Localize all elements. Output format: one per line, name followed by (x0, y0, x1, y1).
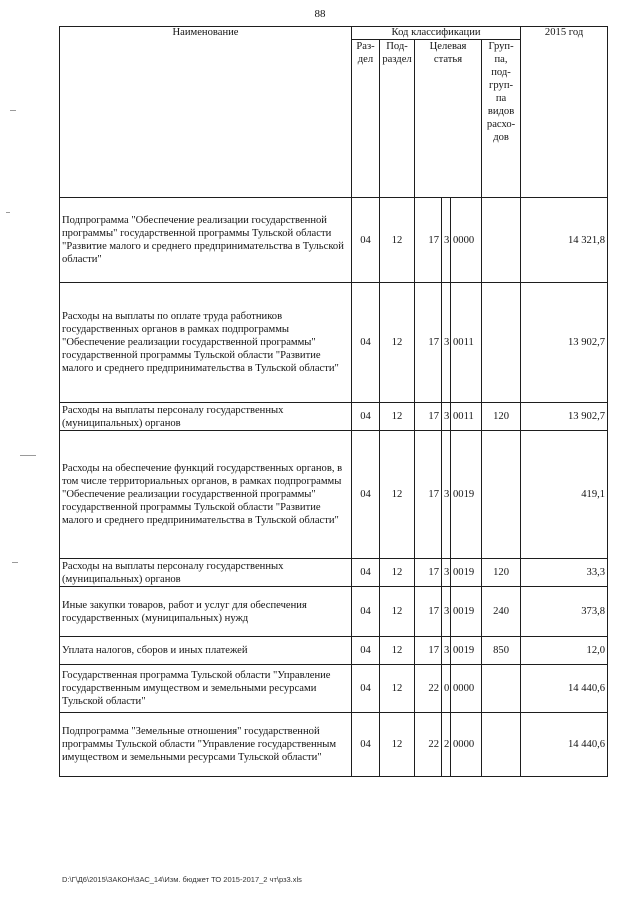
header-code: Код классификации (352, 27, 521, 40)
row-amount: 14 440,6 (521, 665, 608, 713)
row-subsection: 12 (380, 713, 415, 777)
table-row (60, 283, 608, 403)
row-target-program: 17 (415, 283, 442, 403)
header-subsection: Под- раздел (380, 40, 415, 198)
table-row (60, 431, 608, 559)
row-subsection: 12 (380, 403, 415, 431)
row-section: 04 (352, 431, 380, 559)
header-name: Наименование (60, 27, 352, 198)
row-target-program: 22 (415, 713, 442, 777)
row-target-direction: 0019 (451, 637, 482, 665)
row-target-direction: 0000 (451, 665, 482, 713)
row-target-direction: 0011 (451, 403, 482, 431)
row-amount: 14 440,6 (521, 713, 608, 777)
row-expense-group (482, 713, 521, 777)
header-target: Целевая статья (415, 40, 482, 198)
header-section: Раз- дел (352, 40, 380, 198)
row-target-subprogram: 3 (442, 283, 451, 403)
row-section: 04 (352, 637, 380, 665)
row-subsection: 12 (380, 637, 415, 665)
row-target-program: 17 (415, 198, 442, 283)
row-amount: 12,0 (521, 637, 608, 665)
row-target-subprogram: 3 (442, 431, 451, 559)
row-subsection: 12 (380, 587, 415, 637)
row-subsection: 12 (380, 559, 415, 587)
row-section: 04 (352, 403, 380, 431)
row-amount: 419,1 (521, 431, 608, 559)
row-section: 04 (352, 559, 380, 587)
row-target-program: 22 (415, 665, 442, 713)
scan-speck (10, 110, 16, 111)
row-target-program: 17 (415, 637, 442, 665)
row-target-direction: 0000 (451, 198, 482, 283)
table-row (60, 637, 608, 665)
row-subsection: 12 (380, 198, 415, 283)
row-amount: 13 902,7 (521, 283, 608, 403)
row-expense-group: 120 (482, 403, 521, 431)
row-target-direction: 0000 (451, 713, 482, 777)
row-subsection: 12 (380, 283, 415, 403)
row-amount: 33,3 (521, 559, 608, 587)
row-name: Расходы на выплаты персоналу государственных (муниципальных) органов (60, 403, 352, 431)
row-expense-group (482, 198, 521, 283)
scan-speck (20, 455, 36, 456)
row-amount: 373,8 (521, 587, 608, 637)
row-expense-group: 850 (482, 637, 521, 665)
row-section: 04 (352, 283, 380, 403)
row-section: 04 (352, 587, 380, 637)
row-expense-group: 120 (482, 559, 521, 587)
row-target-subprogram: 3 (442, 559, 451, 587)
row-target-program: 17 (415, 587, 442, 637)
row-name: Расходы на обеспечение функций государственных органов, в том числе территориальных органов, в рамках подпрограммы "Обеспечение реализации государственной программы" государственной программы Тульской области "Развитие малого и среднего предпринимательства в Тульской области" (60, 431, 352, 559)
row-name: Подпрограмма "Обеспечение реализации государственной программы" государственной программы Тульской области "Развитие малого и среднего предпринимательства в Тульской области" (60, 198, 352, 283)
row-target-direction: 0019 (451, 587, 482, 637)
table-row (60, 587, 608, 637)
header-row-top (60, 27, 608, 40)
row-target-subprogram: 3 (442, 198, 451, 283)
row-name: Государственная программа Тульской области "Управление государственным имуществом и земельными ресурсами Тульской области" (60, 665, 352, 713)
row-expense-group (482, 283, 521, 403)
row-section: 04 (352, 665, 380, 713)
row-section: 04 (352, 198, 380, 283)
scan-speck (6, 212, 10, 213)
table-row (60, 403, 608, 431)
row-amount: 13 902,7 (521, 403, 608, 431)
row-expense-group: 240 (482, 587, 521, 637)
row-target-direction: 0011 (451, 283, 482, 403)
row-target-subprogram: 3 (442, 637, 451, 665)
row-target-direction: 0019 (451, 431, 482, 559)
header-group: Груп- па, под- груп- па видов расхо- дов (482, 40, 521, 198)
row-subsection: 12 (380, 665, 415, 713)
row-target-program: 17 (415, 403, 442, 431)
table-row (60, 713, 608, 777)
budget-table (59, 26, 608, 777)
row-name: Расходы на выплаты персоналу государственных (муниципальных) органов (60, 559, 352, 587)
row-name: Подпрограмма "Земельные отношения" государственной программы Тульской области "Управление государственным имуществом и земельными ресурсами Тульской области" (60, 713, 352, 777)
row-target-subprogram: 2 (442, 713, 451, 777)
row-target-program: 17 (415, 559, 442, 587)
row-target-subprogram: 0 (442, 665, 451, 713)
row-target-subprogram: 3 (442, 403, 451, 431)
row-name: Иные закупки товаров, работ и услуг для обеспечения государственных (муниципальных) нужд (60, 587, 352, 637)
row-target-program: 17 (415, 431, 442, 559)
row-target-subprogram: 3 (442, 587, 451, 637)
footer-file-path: D:\Г\Д6\2015\ЗАКОН\ЗАС_14\Изм. бюджет ТО 2015-2017_2 чт\рз3.xls (62, 875, 302, 884)
row-subsection: 12 (380, 431, 415, 559)
scan-speck (12, 562, 18, 563)
row-name: Расходы на выплаты по оплате труда работников государственных органов в рамках подпрограммы "Обеспечение реализации государственной программы" государственной программы Тульской области "Развитие малого и среднего предпринимательства в Тульской области" (60, 283, 352, 403)
table-row (60, 559, 608, 587)
page-number: 88 (314, 8, 326, 20)
header-year: 2015 год (521, 27, 608, 198)
row-section: 04 (352, 713, 380, 777)
row-name: Уплата налогов, сборов и иных платежей (60, 637, 352, 665)
row-amount: 14 321,8 (521, 198, 608, 283)
table-row (60, 665, 608, 713)
row-target-direction: 0019 (451, 559, 482, 587)
table-body (60, 198, 608, 777)
row-expense-group (482, 665, 521, 713)
table-row (60, 198, 608, 283)
row-expense-group (482, 431, 521, 559)
